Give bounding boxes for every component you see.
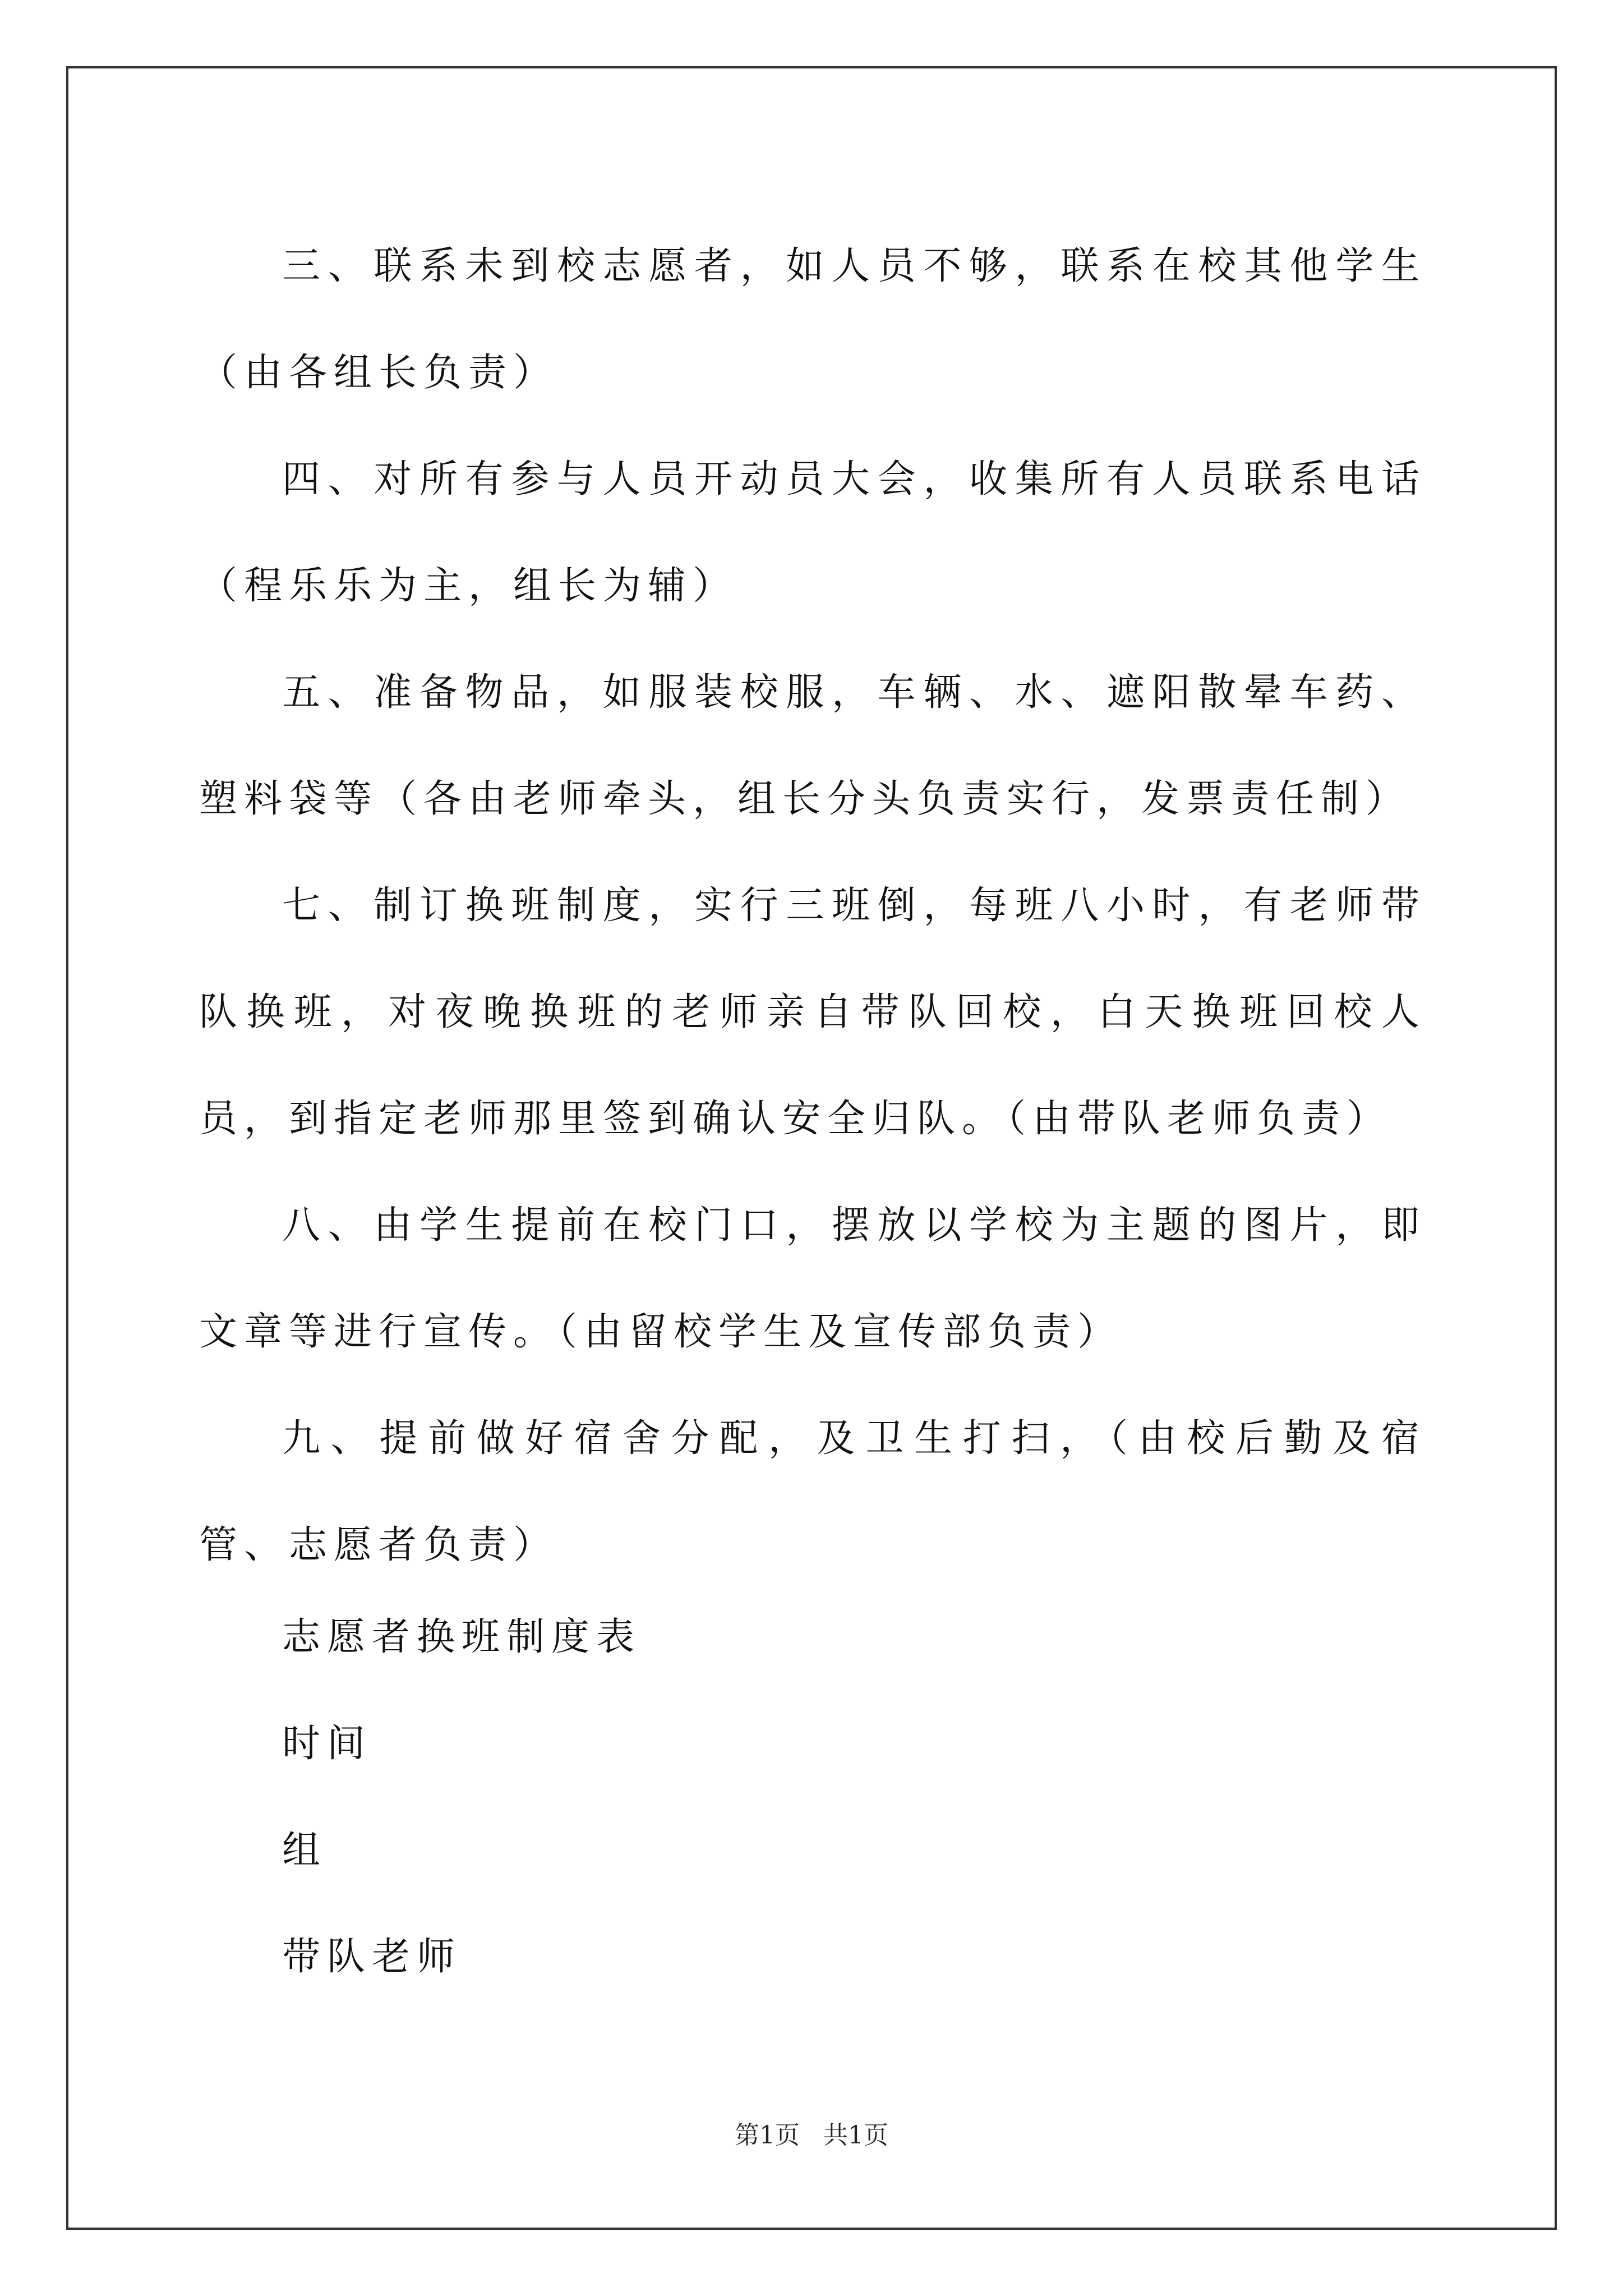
paragraph-3: 三、联系未到校志愿者，如人员不够，联系在校其他学生（由各组长负责） xyxy=(199,244,1426,395)
page-total: 共1页 xyxy=(823,2121,888,2150)
shift-table xyxy=(199,1584,1426,2010)
table-header-time: 时间 xyxy=(282,1722,372,1766)
paragraph-5: 五、准备物品，如服装校服，车辆、水、遮阳散晕车药、塑料袋等（各由老师牵头，组长分头负责实行，发票责任制） xyxy=(199,670,1426,821)
page-number: 第1页 xyxy=(735,2121,800,2150)
paragraph-4: 四、对所有参与人员开动员大会，收集所有人员联系电话（程乐乐为主，组长为辅） xyxy=(199,457,1426,608)
table-title: 志愿者换班制度表 xyxy=(282,1615,642,1659)
document-body xyxy=(199,213,1426,1599)
table-header-teacher: 带队老师 xyxy=(282,1935,462,1979)
footer-spacer xyxy=(800,2121,823,2150)
paragraph-7: 七、制订换班制度，实行三班倒，每班八小时，有老师带队换班，对夜晚换班的老师亲自带队回校，白天换班回校人员，到指定老师那里签到确认安全归队。（由带队老师负责） xyxy=(199,884,1426,1141)
paragraph-9: 九、提前做好宿舍分配，及卫生打扫，（由校后勤及宿管、志愿者负责） xyxy=(199,1416,1426,1567)
table-header-group: 组 xyxy=(282,1828,328,1872)
paragraph-8: 八、由学生提前在校门口，摆放以学校为主题的图片，即文章等进行宣传。（由留校学生及宣传部负责） xyxy=(199,1203,1426,1354)
page-footer xyxy=(0,2115,1623,2151)
